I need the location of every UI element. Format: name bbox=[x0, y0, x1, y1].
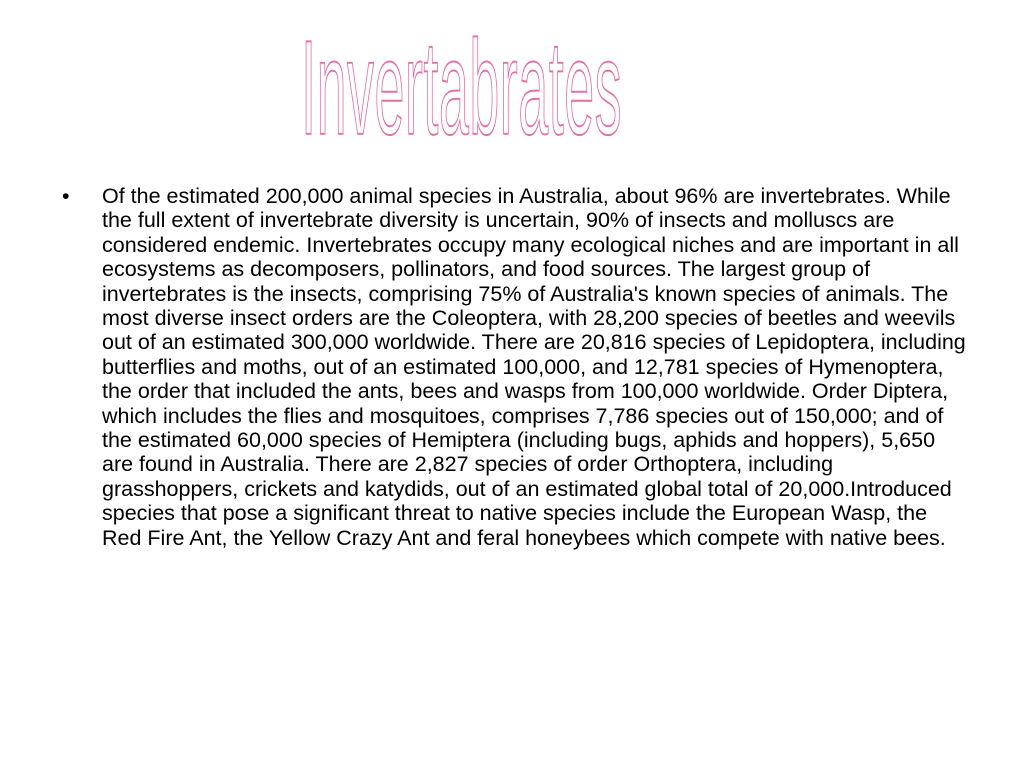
bullet-marker: • bbox=[62, 184, 70, 208]
slide-title-text: Invertabrates bbox=[301, 13, 623, 164]
bullet-item bbox=[62, 184, 968, 550]
bullet-text: Of the estimated 200,000 animal species in Australia, about 96% are invertebrates. While the full extent of invertebrate diversity is uncertain, 90% of insects and molluscs are considered endemic. Invertebrates occupy many ecological niches and are important in all ecosystems as decomposers, pollinators, and food sources. The largest group of invertebrates is the insects, comprising 75% of Australia's known species of animals. The most diverse insect orders are the Coleoptera, with 28,200 species of beetles and weevils out of an estimated 300,000 worldwide. There are 20,816 species of Lepidoptera, including butterflies and moths, out of an estimated 100,000, and 12,781 species of Hymenoptera, the order that included the ants, bees and wasps from 100,000 worldwide. Order Diptera, which includes the flies and mosquitoes, comprises 7,786 species out of 150,000; and of the estimated 60,000 species of Hemiptera (including bugs, aphids and hoppers), 5,650 are found in Australia. There are 2,827 species of order Orthoptera, including grasshoppers, crickets and katydids, out of an estimated global total of 20,000.Introduced species that pose a significant threat to native species include the European Wasp, the Red Fire Ant, the Yellow Crazy Ant and feral honeybees which compete with native bees. bbox=[102, 184, 966, 550]
slide-title bbox=[252, 14, 672, 164]
bullet-list bbox=[62, 184, 968, 550]
